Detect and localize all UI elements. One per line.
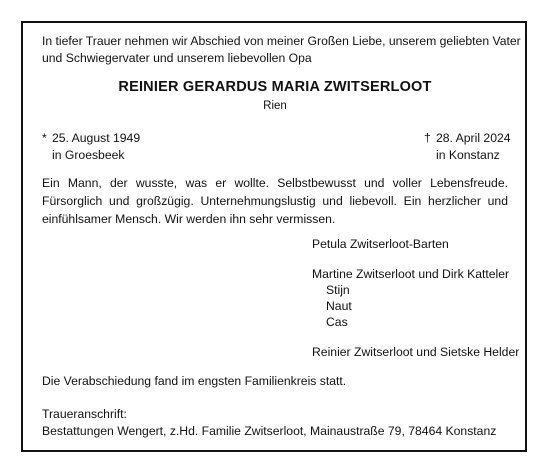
deceased-name: REINIER GERARDUS MARIA ZWITSERLOOT [118,79,432,95]
birth-symbol: * [42,131,47,145]
address-label: Traueranschrift: [42,407,127,421]
death-place: in Konstanz [436,148,500,162]
address-text: Bestattungen Wengert, z.Hd. Familie Zwitserloot, Mainaustraße 79, 78464 Konstanz [42,424,497,438]
death-date: 28. April 2024 [436,131,511,145]
birth-place: in Groesbeek [52,148,125,162]
grandchild-2: Naut [326,299,352,313]
mourner-widow: Petula Zwitserloot-Barten [312,237,449,251]
grandchild-3: Cas [326,315,348,329]
birth-date: 25. August 1949 [52,131,141,145]
intro-line-1: In tiefer Trauer nehmen wir Abschied von meiner Großen Liebe, unserem geliebten Vater [42,34,521,48]
deceased-place: Rien [263,100,287,112]
death-symbol: † [424,131,431,145]
mourner-family-1: Martine Zwitserloot und Dirk Katteler [312,267,510,281]
tribute-text: Ein Mann, der wusste, was er wollte. Selbstbewusst und voller Lebensfreude. Fürsorglich und großzügig. Unternehmungslustig und liebevoll. Ein herzlicher und einfühlsamer Mensch. Wir werden ihn sehr vermissen. [42,176,508,226]
mourner-family-2: Reinier Zwitserloot und Sietske Helder [312,345,520,359]
intro-line-2: und Schwiegervater und unserem liebevollen Opa [42,51,312,65]
farewell-note: Die Verabschiedung fand im engsten Familienkreis statt. [42,374,347,388]
grandchild-1: Stijn [326,283,350,297]
